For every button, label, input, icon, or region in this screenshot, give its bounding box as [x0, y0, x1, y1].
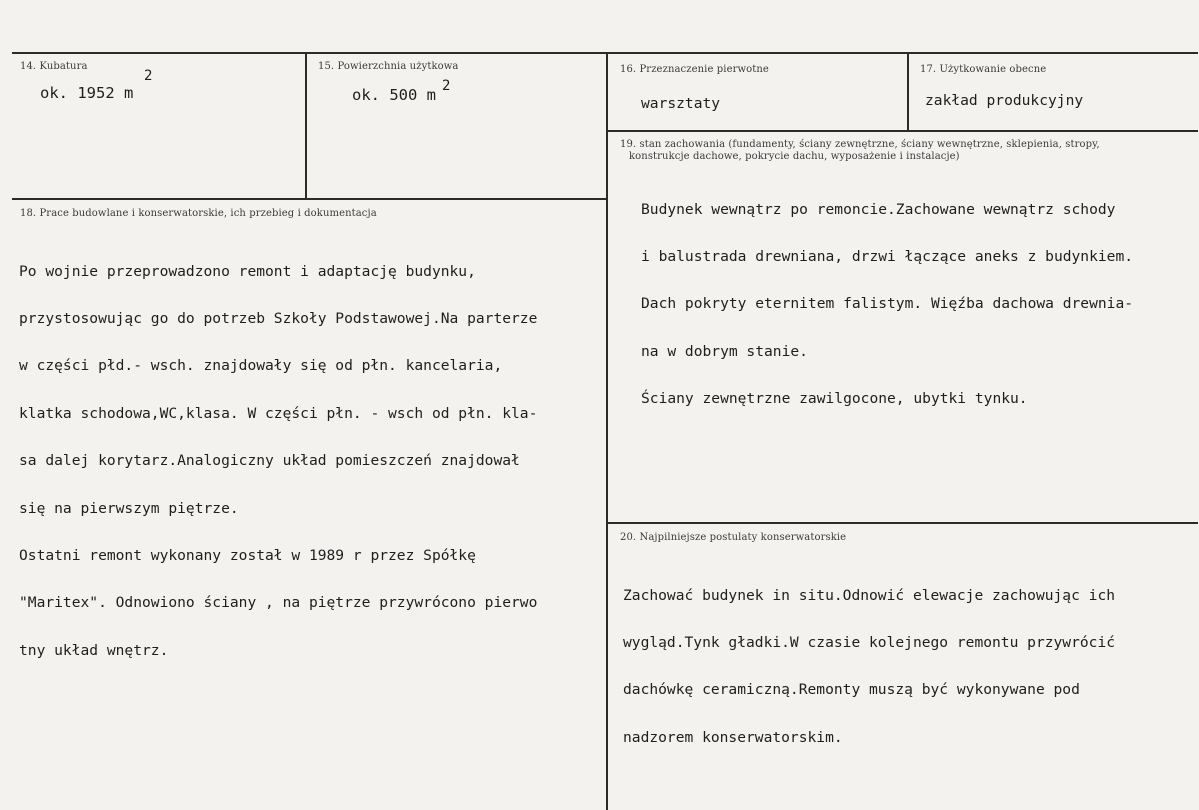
- field-14-label: 14. Kubatura: [20, 61, 88, 72]
- field-19-label-line-2: konstrukcje dachowe, pokrycie dachu, wyposażenie i instalacje): [629, 151, 960, 162]
- field-18-line: sa dalej korytarz.Analogiczny układ pomieszczeń znajdował: [19, 452, 520, 470]
- field-18-line: "Maritex". Odnowiono ściany , na piętrze przywrócono pierwo: [19, 594, 538, 612]
- field-19-line: na w dobrym stanie.: [641, 342, 808, 360]
- field-15-superscript: 2: [442, 78, 451, 94]
- rule-under-16-17: [606, 130, 1198, 132]
- field-20-text: [623, 556, 1115, 777]
- divider-14-15: [305, 52, 307, 200]
- field-19-label-line-1: 19. stan zachowania (fundamenty, ściany zewnętrzne, ściany wewnętrzne, sklepienia, stropy,: [620, 139, 1100, 150]
- field-20-line: dachówkę ceramiczną.Remonty muszą być wykonywane pod: [623, 681, 1080, 699]
- field-18-line: Po wojnie przeprowadzono remont i adaptację budynku,: [19, 262, 476, 280]
- field-14-superscript: 2: [144, 68, 153, 84]
- field-18-line: klatka schodowa,WC,klasa. W części płn. - wsch od płn. kla-: [19, 404, 538, 422]
- field-18-line: Ostatni remont wykonany został w 1989 r przez Spółkę: [19, 546, 476, 564]
- field-19-line: Ściany zewnętrzne zawilgocone, ubytki tynku.: [641, 390, 1028, 408]
- field-20-line: Zachować budynek in situ.Odnowić elewacje zachowując ich: [623, 586, 1116, 604]
- field-16-label: 16. Przeznaczenie pierwotne: [620, 64, 769, 75]
- field-19-text: [641, 170, 1133, 439]
- rule-under-14-15: [12, 198, 606, 200]
- field-17-label: 17. Użytkowanie obecne: [920, 64, 1047, 75]
- field-18-label: 18. Prace budowlane i konserwatorskie, ich przebieg i dokumentacja: [20, 208, 377, 219]
- field-18-line: się na pierwszym piętrze.: [19, 499, 239, 517]
- rule-above-20: [606, 522, 1198, 524]
- field-19-line: Dach pokryty eternitem falistym. Więźba dachowa drewnia-: [641, 295, 1134, 313]
- field-19-line: i balustrada drewniana, drzwi łączące aneks z budynkiem.: [641, 247, 1134, 265]
- field-18-line: przystosowując go do potrzeb Szkoły Podstawowej.Na parterze: [19, 309, 538, 327]
- field-15-label: 15. Powierzchnia użytkowa: [318, 61, 459, 72]
- field-20-label: 20. Najpilniejsze postulaty konserwatorskie: [620, 532, 847, 543]
- divider-16-17: [907, 52, 909, 132]
- main-divider: [606, 52, 608, 810]
- field-20-line: nadzorem konserwatorskim.: [623, 728, 843, 746]
- field-18-text: [19, 232, 537, 690]
- field-14-value: ok. 1952 m: [40, 84, 134, 102]
- field-20-line: wygląd.Tynk gładki.W czasie kolejnego remontu przywrócić: [623, 633, 1116, 651]
- field-15-value: ok. 500 m: [352, 86, 436, 104]
- field-18-line: w części płd.- wsch. znajdowały się od płn. kancelaria,: [19, 357, 503, 375]
- field-16-value: warsztaty: [641, 95, 721, 112]
- top-rule: [12, 52, 1198, 54]
- field-18-line: tny układ wnętrz.: [19, 641, 169, 659]
- field-17-value: zakład produkcyjny: [925, 92, 1084, 109]
- field-19-line: Budynek wewnątrz po remoncie.Zachowane wewnątrz schody: [641, 200, 1116, 218]
